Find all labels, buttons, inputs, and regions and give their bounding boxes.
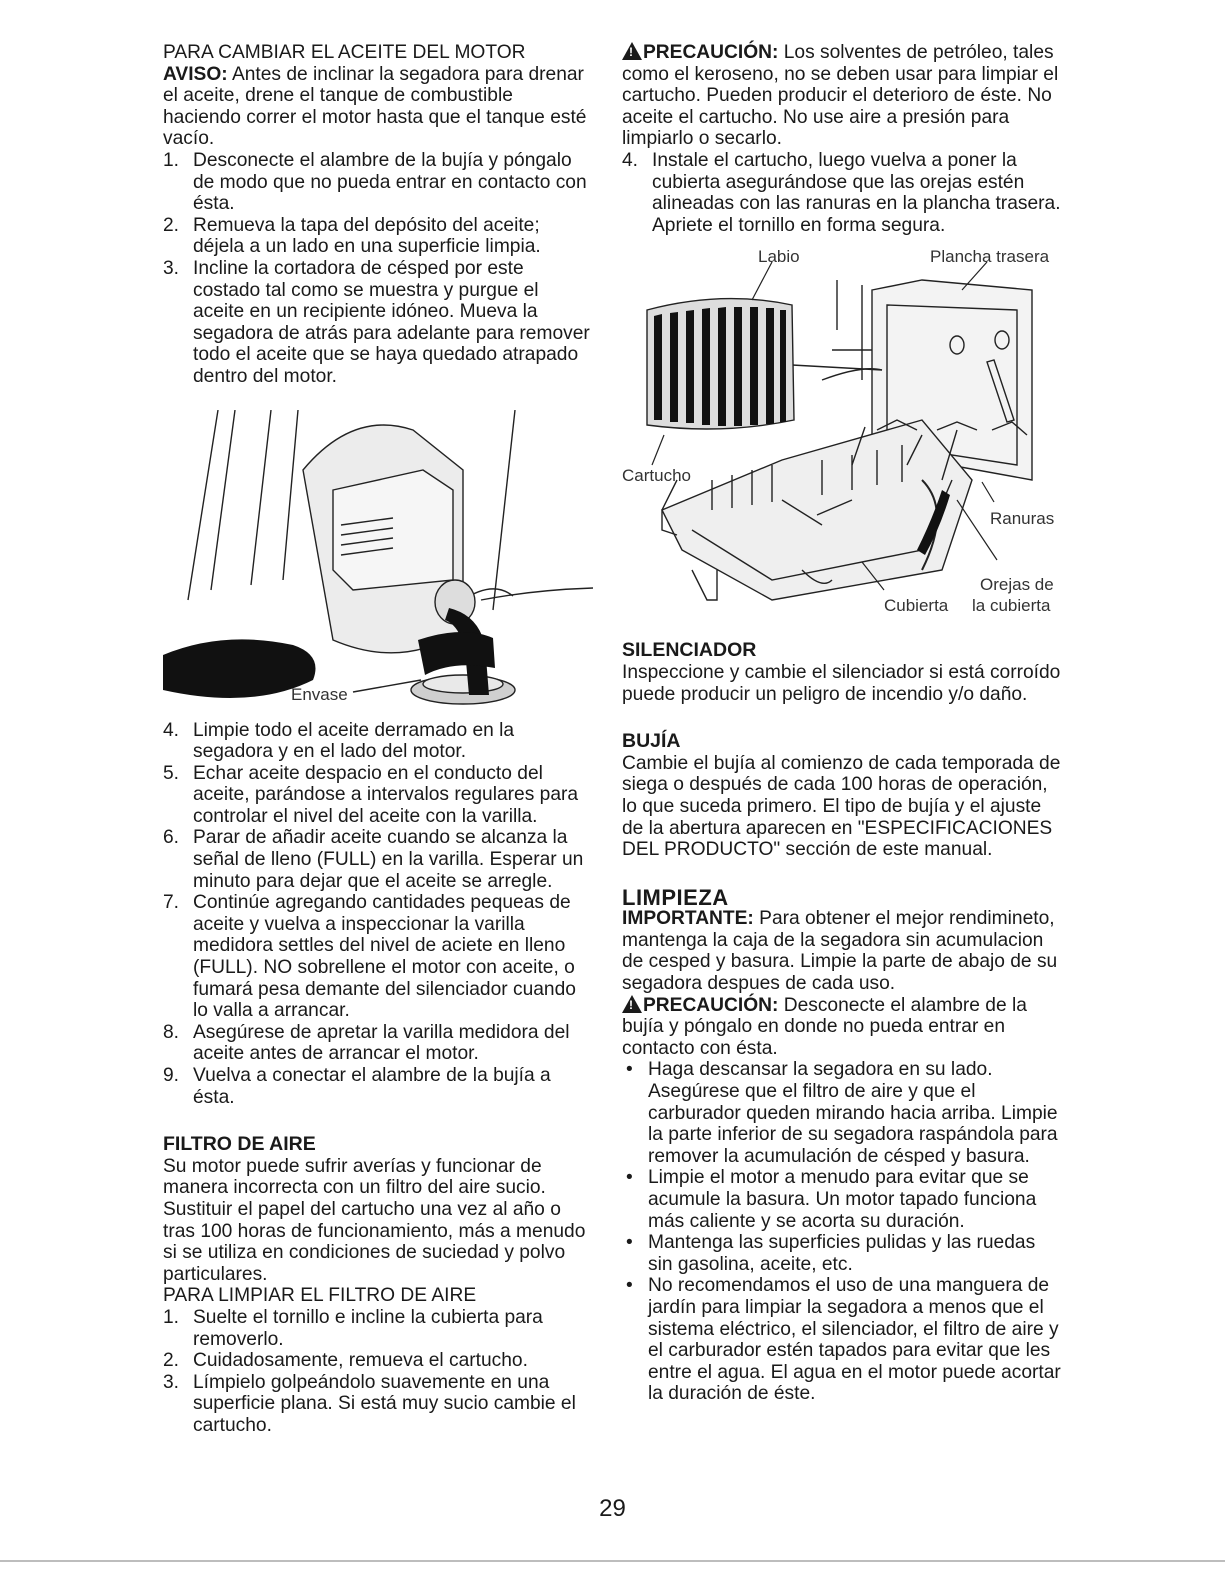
label-labio: Labio <box>758 247 800 267</box>
heading-spark-plug: BUJÍA <box>622 730 681 753</box>
warning-icon <box>622 995 642 1013</box>
bullet-icon: • <box>626 1167 633 1189</box>
list-item: 3. Límpielo golpeándolo suavemente en una superficie plana. Si está muy sucio cambie el cartucho. <box>163 1371 576 1436</box>
list-item: • Mantenga las superficies pulidas y las ruedas sin gasolina, aceite, etc. <box>626 1232 1036 1275</box>
aviso-keyword: AVISO: <box>163 63 228 85</box>
list-item: 2. Cuidadosamente, remueva el cartucho. <box>163 1350 528 1372</box>
list-item: • Haga descansar la segadora en su lado. Asegúrese que el filtro de aire y que el carburador queden mirando hacia arriba. Limpie la parte inferior de su segadora raspándola para remover la acumulación de césped y basura. <box>626 1059 1058 1167</box>
list-item: 7. Continúe agregando cantidades pequeas de aceite y vuelva a inspeccionar la varilla medidora settles del nivel de aciete en lleno (FULL). NO sobrellene el motor con aceite, o fumará pesa demante del silenciador cuando lo valla a arrancar. <box>163 892 576 1022</box>
precaution2-paragraph <box>622 995 1062 1060</box>
precaution2-keyword: PRECAUCIÓN: <box>643 994 779 1016</box>
label-cubierta: Cubierta <box>884 596 949 616</box>
air-filter-paragraph: Su motor puede sufrir averías y funcionar de manera incorrecta con un filtro del aire sucio. Sustituir el papel del cartucho una vez al año o tras 100 horas de funcionamiento, más a menudo si se utiliza en condiciones de suciedad y polvo particulares. <box>163 1155 586 1285</box>
list-item: • No recomendamos el uso de una manguera de jardín para limpiar la segadora a menos que el sistema eléctrico, el silenciador, el filtro de aire y el carburador estén tapados para evitar que les entre el agua. El agua en el motor puede acortar la duración de éste. <box>626 1275 1061 1405</box>
heading-cleaning: LIMPIEZA <box>622 884 729 910</box>
spark-plug-paragraph: Cambie el bujía al comienzo de cada temporada de siega o después de cada 100 horas de operación, lo que suceda primero. El tipo de bujía y el ajuste de la abertura aparecen en "ESPECIFICACIONES DEL PRODUCTO" sección de este manual. <box>622 752 1061 861</box>
aviso-text: Antes de inclinar la segadora para drenar el aceite, drene el tanque de combustible haciendo correr el motor hasta que el tanque esté vacío. <box>163 63 587 150</box>
oil-steps-b <box>163 720 593 1109</box>
air-filter-illustration <box>622 247 1062 640</box>
importante-text: Para obtener el mejor rendimineto, mantenga la caja de la segadora sin acumulacion de cesped y basura. Limpie la parte de abajo de su segadora despues de cada uso. <box>622 908 1058 995</box>
oil-drain-drawing <box>163 410 603 710</box>
label-envase: Envase <box>291 684 348 704</box>
left-column <box>163 42 593 1437</box>
importante-paragraph <box>622 908 1062 994</box>
page-number: 29 <box>599 1495 626 1522</box>
label-cartucho: Cartucho <box>622 466 691 486</box>
heading-air-filter: FILTRO DE AIRE <box>163 1133 316 1156</box>
precaution-keyword: PRECAUCIÓN: <box>643 42 779 63</box>
list-item: 2. Remueva la tapa del depósito del aceite; déjela a un lado en una superficie limpia. <box>163 214 541 258</box>
oil-steps-a <box>163 150 593 388</box>
list-item: 9. Vuelva a conectar el alambre de la bujía a ésta. <box>163 1065 551 1108</box>
bullet-icon: • <box>626 1275 633 1297</box>
list-item: 6. Parar de añadir aceite cuando se alcanza la señal de lleno (FULL) en la varilla. Esperar un minuto para dejar que el aceite se arregle. <box>163 827 584 892</box>
list-item: 4. Instale el cartucho, luego vuelva a poner la cubierta asegurándose que las orejas estén alineadas con las ranuras en la plancha trasera. Apriete el tornillo en forma segura. <box>622 149 1061 236</box>
bullet-icon: • <box>626 1059 633 1081</box>
bullet-icon: • <box>626 1232 633 1254</box>
label-orejas-1: Orejas de <box>980 575 1054 595</box>
label-plancha-trasera: Plancha trasera <box>930 247 1050 267</box>
list-item: • Limpie el motor a menudo para evitar que se acumule la basura. Un motor tapado funciona más caliente y se acorta su duración. <box>626 1167 1037 1232</box>
label-orejas-2: la cubierta <box>972 596 1051 616</box>
list-item: 1. Desconecte el alambre de la bujía y póngalo de modo que no pueda entrar en contacto con ésta. <box>163 149 587 215</box>
precaution-text: Los solventes de petróleo, tales como el keroseno, no se deben usar para limpiar el cartucho. Pueden producir el deterioro de éste. No aceite el cartucho. No use aire a presión para limpiarlo o secarlo. <box>622 42 1059 150</box>
aviso-paragraph <box>163 64 593 150</box>
muffler-paragraph: Inspeccione y cambie el silenciador si está corroído puede producir un peligro de incendio y/o daño. <box>622 661 1061 705</box>
heading-oil-change: PARA CAMBIAR EL ACEITE DEL MOTOR <box>163 42 526 63</box>
filter-steps-continued <box>622 150 1062 236</box>
right-column <box>622 42 1062 1405</box>
importante-keyword: IMPORTANTE: <box>622 908 754 930</box>
list-item: 5. Echar aceite despacio en el conducto del aceite, parándose a intervalos regulares para controlar el nivel del aceite con la varilla. <box>163 762 579 827</box>
list-item: 3. Incline la cortadora de césped por este costado tal como se muestra y purgue el aceite en un recipiente idóneo. Mueva la segadora de atrás para adelante para remover todo el aceite que se haya quedado atrapado dentro del motor. <box>163 257 590 387</box>
list-item: 4. Limpie todo el aceite derramado en la segadora y en el lado del motor. <box>163 719 515 763</box>
oil-drain-illustration <box>163 410 603 710</box>
label-ranuras: Ranuras <box>990 509 1055 529</box>
precaution2-text: Desconecte el alambre de la bujía y póngalo en donde no pueda entrar en contacto con ésta. <box>622 994 1027 1059</box>
precaution-paragraph <box>622 42 1062 150</box>
cleaning-bullets <box>622 1059 1062 1405</box>
heading-muffler: SILENCIADOR <box>622 639 757 662</box>
list-item: 8. Asegúrese de apretar la varilla medidora del aceite antes de arrancar el motor. <box>163 1021 570 1065</box>
warning-icon <box>622 42 642 60</box>
heading-clean-air-filter: PARA LIMPIAR EL FILTRO DE AIRE <box>163 1285 477 1307</box>
filter-steps <box>163 1307 593 1437</box>
list-item: 1. Suelte el tornillo e incline la cubierta para removerlo. <box>163 1306 543 1350</box>
bottom-divider <box>0 1560 1225 1562</box>
